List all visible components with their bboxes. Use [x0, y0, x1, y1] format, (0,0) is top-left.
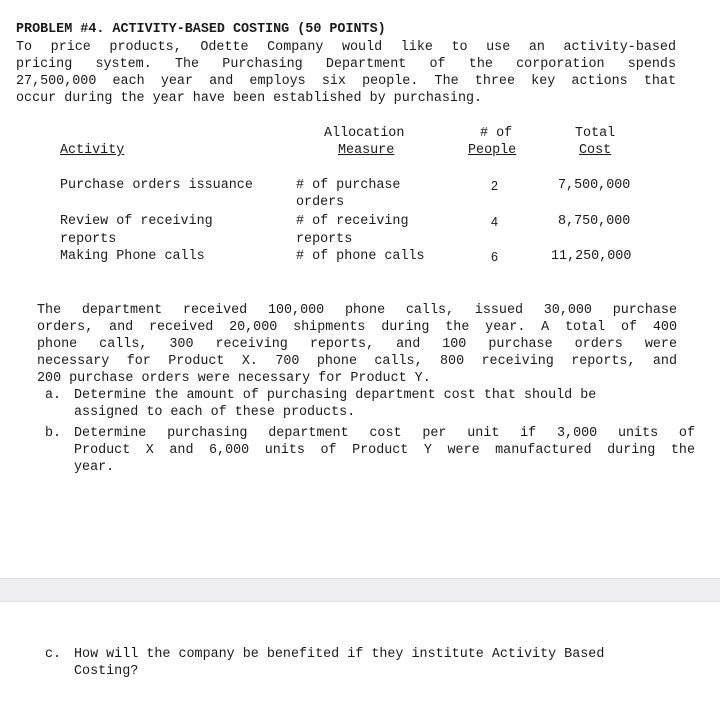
- header-cost-line1: Total: [575, 126, 616, 141]
- details-line-2: orders, and received 20,000 shipments during the year. A total of 400: [37, 320, 677, 335]
- row1-measure-line1: # of purchase: [296, 178, 401, 193]
- header-cost-line2: Cost: [579, 143, 612, 158]
- row2-activity-line2: reports: [60, 232, 117, 247]
- row2-activity-line1: Review of receiving: [60, 214, 213, 229]
- row3-cost: 11,250,000: [551, 249, 632, 264]
- details-line-5: 200 purchase orders were necessary for Product Y.: [37, 371, 431, 386]
- row2-measure-line1: # of receiving: [296, 214, 409, 229]
- header-people-line1: # of: [480, 126, 513, 141]
- question-b-label: b.: [45, 426, 62, 441]
- details-line-1: The department received 100,000 phone calls, issued 30,000 purchase: [37, 303, 677, 318]
- row1-measure-line2: orders: [296, 195, 345, 210]
- question-a-label: a.: [45, 388, 62, 403]
- intro-line-3: 27,500,000 each year and employs six people. The three key actions that: [16, 74, 676, 89]
- question-c-line-2: Costing?: [74, 664, 139, 679]
- intro-line-2: pricing system. The Purchasing Department of the corporation spends: [16, 57, 676, 72]
- header-measure-line1: Allocation: [324, 126, 405, 141]
- question-c-label: c.: [45, 647, 62, 662]
- question-b-line-3: year.: [74, 460, 115, 475]
- row3-people: 6: [491, 250, 498, 264]
- row2-cost: 8,750,000: [558, 214, 631, 229]
- row3-measure: # of phone calls: [296, 249, 425, 264]
- header-people-line2: People: [468, 143, 517, 158]
- problem-title: PROBLEM #4. ACTIVITY-BASED COSTING (50 POINTS): [16, 22, 386, 37]
- question-b-line-1: Determine purchasing department cost per unit if 3,000 units of: [74, 426, 695, 441]
- row2-people: 4: [491, 215, 498, 229]
- question-c-line-1: How will the company be benefited if they institute Activity Based: [74, 647, 605, 662]
- details-line-4: necessary for Product X. 700 phone calls, 800 receiving reports, and: [37, 354, 677, 369]
- header-activity: Activity: [60, 143, 125, 158]
- header-measure-line2: Measure: [338, 143, 395, 158]
- row1-activity: Purchase orders issuance: [60, 178, 253, 193]
- question-a-line-2: assigned to each of these products.: [74, 405, 356, 420]
- intro-line-1: To price products, Odette Company would like to use an activity-based: [16, 40, 676, 55]
- row3-activity: Making Phone calls: [60, 249, 205, 264]
- question-a-line-1: Determine the amount of purchasing department cost that should be: [74, 388, 597, 403]
- details-line-3: phone calls, 300 receiving reports, and 100 purchase orders were: [37, 337, 677, 352]
- row2-measure-line2: reports: [296, 232, 353, 247]
- page-separator: [0, 578, 720, 602]
- row1-cost: 7,500,000: [558, 178, 631, 193]
- intro-line-4: occur during the year have been established by purchasing.: [16, 91, 483, 106]
- row1-people: 2: [491, 179, 498, 193]
- question-b-line-2: Product X and 6,000 units of Product Y were manufactured during the: [74, 443, 695, 458]
